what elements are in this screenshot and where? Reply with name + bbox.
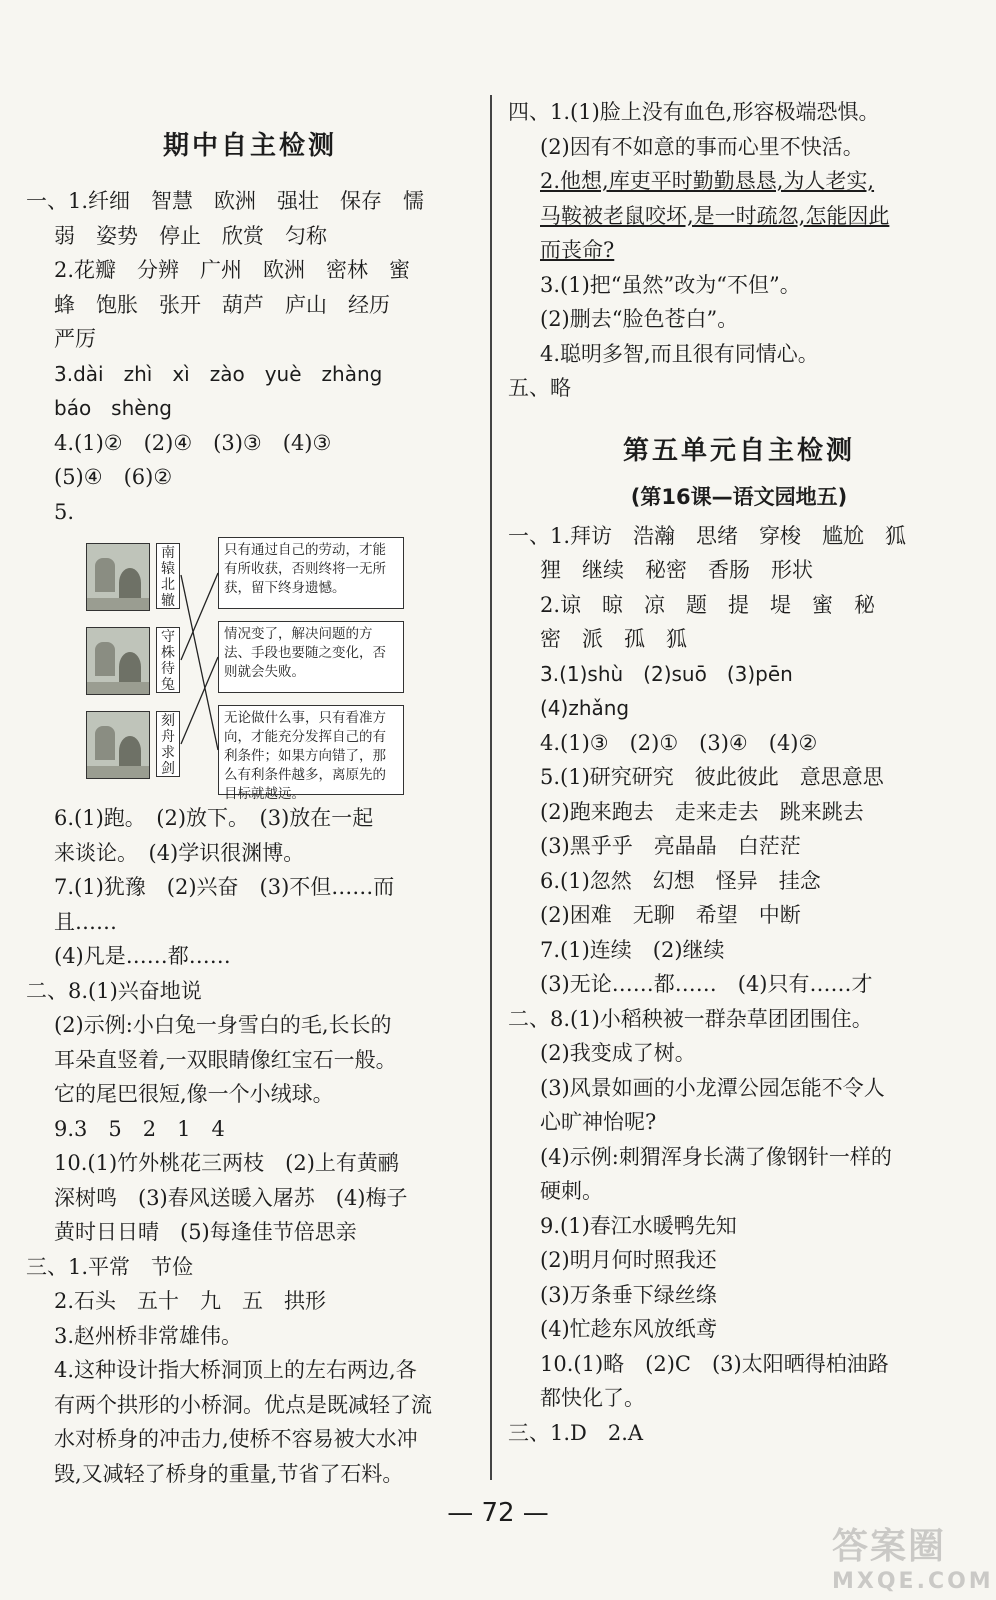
answer-line: (4)示例:刺猬浑身长满了像钢针一样的 [540, 1144, 892, 1169]
answer-line: 4.(1)③ (2)① (3)④ (4)② [540, 730, 818, 755]
answer-line: 7.(1)连续 (2)继续 [540, 937, 725, 962]
section-subtitle: (第16课—语文园地五) [630, 484, 848, 509]
answer-line: 6.(1)跑。 (2)放下。 (3)放在一起 [54, 806, 374, 830]
section-title-unit5: 第五单元自主检测 [622, 435, 855, 466]
answer-line: (3)黑乎乎 亮晶晶 白茫茫 [540, 834, 801, 858]
answer-line: 毁,又减轻了桥身的重量,节省了石料。 [54, 1461, 404, 1486]
answer-line: 二、8.(1)兴奋地说 [26, 978, 202, 1003]
page-number: — 72 — [447, 1498, 549, 1528]
right-column [508, 95, 970, 1450]
pinyin-line: 3.(1)shù (2)suō (3)pēn [540, 661, 793, 686]
answer-line: 有两个拱形的小桥洞。优点是既减轻了流 [54, 1392, 432, 1417]
section-title-midterm: 期中自主检测 [162, 131, 337, 161]
answer-line: 9.(1)春江水暖鸭先知 [540, 1213, 737, 1238]
answer-line: 马鞍被老鼠咬坏,是一时疏忽,怎能因此 [540, 203, 890, 228]
answer-line: (4)凡是……都…… [54, 944, 231, 968]
idiom-matching-diagram [86, 535, 486, 802]
pinyin-line: (4)zhǎng [540, 696, 630, 720]
pinyin-line: báo shèng [54, 396, 172, 420]
answer-line: (2)删去“脸色苍白”。 [540, 307, 739, 331]
answer-line: 都快化了。 [540, 1386, 645, 1410]
answer-line: (5)④ (6)② [54, 465, 173, 489]
answer-line: (3)万条垂下绿丝绦 [540, 1282, 717, 1307]
answer-line: 5.(1)研究研究 彼此彼此 意思意思 [540, 765, 884, 789]
answer-line: 2.石头 五十 九 五 拱形 [54, 1289, 327, 1313]
answer-line: 黄时日日晴 (5)每逢佳节倍思亲 [54, 1220, 357, 1244]
answer-line: 深树鸣 (3)春风送暖入屠苏 (4)梅子 [54, 1185, 408, 1210]
answer-line: (3)风景如画的小龙潭公园怎能不令人 [540, 1075, 885, 1100]
column-divider [490, 95, 492, 1480]
answer-line: 一、1.纤细 智慧 欧洲 强壮 保存 懦 [26, 189, 425, 213]
matching-lines [86, 535, 486, 795]
answer-line: 耳朵直竖着,一双眼睛像红宝石一般。 [54, 1047, 397, 1072]
answer-line: (2)明月何时照我还 [540, 1248, 717, 1272]
answer-line: 9.3 5 2 1 4 [54, 1116, 225, 1141]
answer-line: 严厉 [54, 327, 96, 351]
idiom-label: 南辕北辙 [156, 543, 180, 609]
match-line [181, 573, 218, 660]
answer-line: 且…… [54, 909, 117, 934]
match-line [181, 657, 218, 744]
answer-line: 心旷神怡呢? [540, 1110, 657, 1134]
answer-line: (2)困难 无聊 希望 中断 [540, 903, 801, 927]
answer-line: 狸 继续 秘密 香肠 形状 [540, 558, 813, 582]
watermark-url: MXQE.COM [832, 1569, 994, 1594]
answer-line: (2)因有不如意的事而心里不快活。 [540, 134, 864, 159]
answer-line: 2.谅 晾 凉 题 提 堤 蜜 秘 [540, 592, 876, 617]
answer-line: 4.这种设计指大桥洞顶上的左右两边,各 [54, 1358, 417, 1382]
answer-line: 10.(1)竹外桃花三两枝 (2)上有黄鹂 [54, 1151, 399, 1175]
pinyin-line: 3.dài zhì xì zào yuè zhàng [54, 361, 383, 386]
answer-line: 10.(1)略 (2)C (3)太阳晒得柏油路 [540, 1351, 889, 1376]
answer-line: (2)我变成了树。 [540, 1041, 696, 1065]
answer-line: 7.(1)犹豫 (2)兴奋 (3)不但……而 [54, 875, 395, 899]
answer-line: 它的尾巴很短,像一个小绒球。 [54, 1082, 334, 1106]
answer-line: 4.聪明多智,而且很有同情心。 [540, 341, 819, 366]
answer-line: 弱 姿势 停止 欣赏 匀称 [54, 223, 327, 248]
answer-line: 而丧命? [540, 238, 615, 262]
answer-line: 水对桥身的冲击力,使桥不容易被大水冲 [54, 1427, 418, 1451]
answer-line: 五、略 [508, 376, 571, 400]
answer-line: 3.(1)把“虽然”改为“不但”。 [540, 272, 801, 297]
idiom-label: 守株待兔 [156, 627, 180, 693]
answer-line: 密 派 孤 狐 [540, 627, 687, 651]
watermark-text: 答案圈 [832, 1526, 947, 1567]
answer-line: 一、1.拜访 浩瀚 思绪 穿梭 尴尬 狐 [508, 523, 907, 548]
answer-line: 6.(1)忽然 幻想 怪异 挂念 [540, 868, 821, 893]
left-column [26, 95, 474, 1491]
answer-line: 2.花瓣 分辨 广州 欧洲 密林 蜜 [54, 258, 411, 282]
meaning-box: 无论做什么事，只有看准方向，才能充分发挥自己的有利条件；如果方向错了，那么有利条件越多，离原先的目标就越远。 [218, 705, 404, 795]
meaning-box: 情况变了，解决问题的方法、手段也要随之变化，否则就会失败。 [218, 621, 404, 693]
answer-line: 二、8.(1)小稻秧被一群杂草团团围住。 [508, 1006, 873, 1031]
meaning-box: 只有通过自己的劳动，才能有所收获，否则终将一无所获，留下终身遗憾。 [218, 537, 404, 609]
answer-line: 三、1.D 2.A [508, 1420, 644, 1445]
answer-line: (4)忙趁东风放纸鸢 [540, 1317, 717, 1341]
answer-line: 2.他想,库吏平时勤勤恳恳,为人老实, [540, 169, 875, 193]
answer-line: 来谈论。 (4)学识很渊博。 [54, 840, 305, 865]
answer-line: 三、1.平常 节俭 [26, 1254, 194, 1279]
answer-line: (2)跑来跑去 走来走去 跳来跳去 [540, 799, 864, 824]
answer-line: 5. [54, 499, 75, 524]
match-line [181, 575, 218, 750]
answer-line: 四、1.(1)脸上没有血色,形容极端恐惧。 [508, 100, 880, 124]
answer-line: (3)无论……都…… (4)只有……才 [540, 972, 873, 996]
answer-line: 硬刺。 [540, 1179, 603, 1203]
answer-line: (2)示例:小白兔一身雪白的毛,长长的 [54, 1013, 392, 1037]
answer-line: 3.赵州桥非常雄伟。 [54, 1323, 243, 1348]
idiom-label: 刻舟求剑 [156, 711, 180, 777]
answer-line: 蜂 饱胀 张开 葫芦 庐山 经历 [54, 292, 390, 317]
answer-line: 4.(1)② (2)④ (3)③ (4)③ [54, 430, 332, 455]
watermark-logo [832, 1518, 994, 1594]
